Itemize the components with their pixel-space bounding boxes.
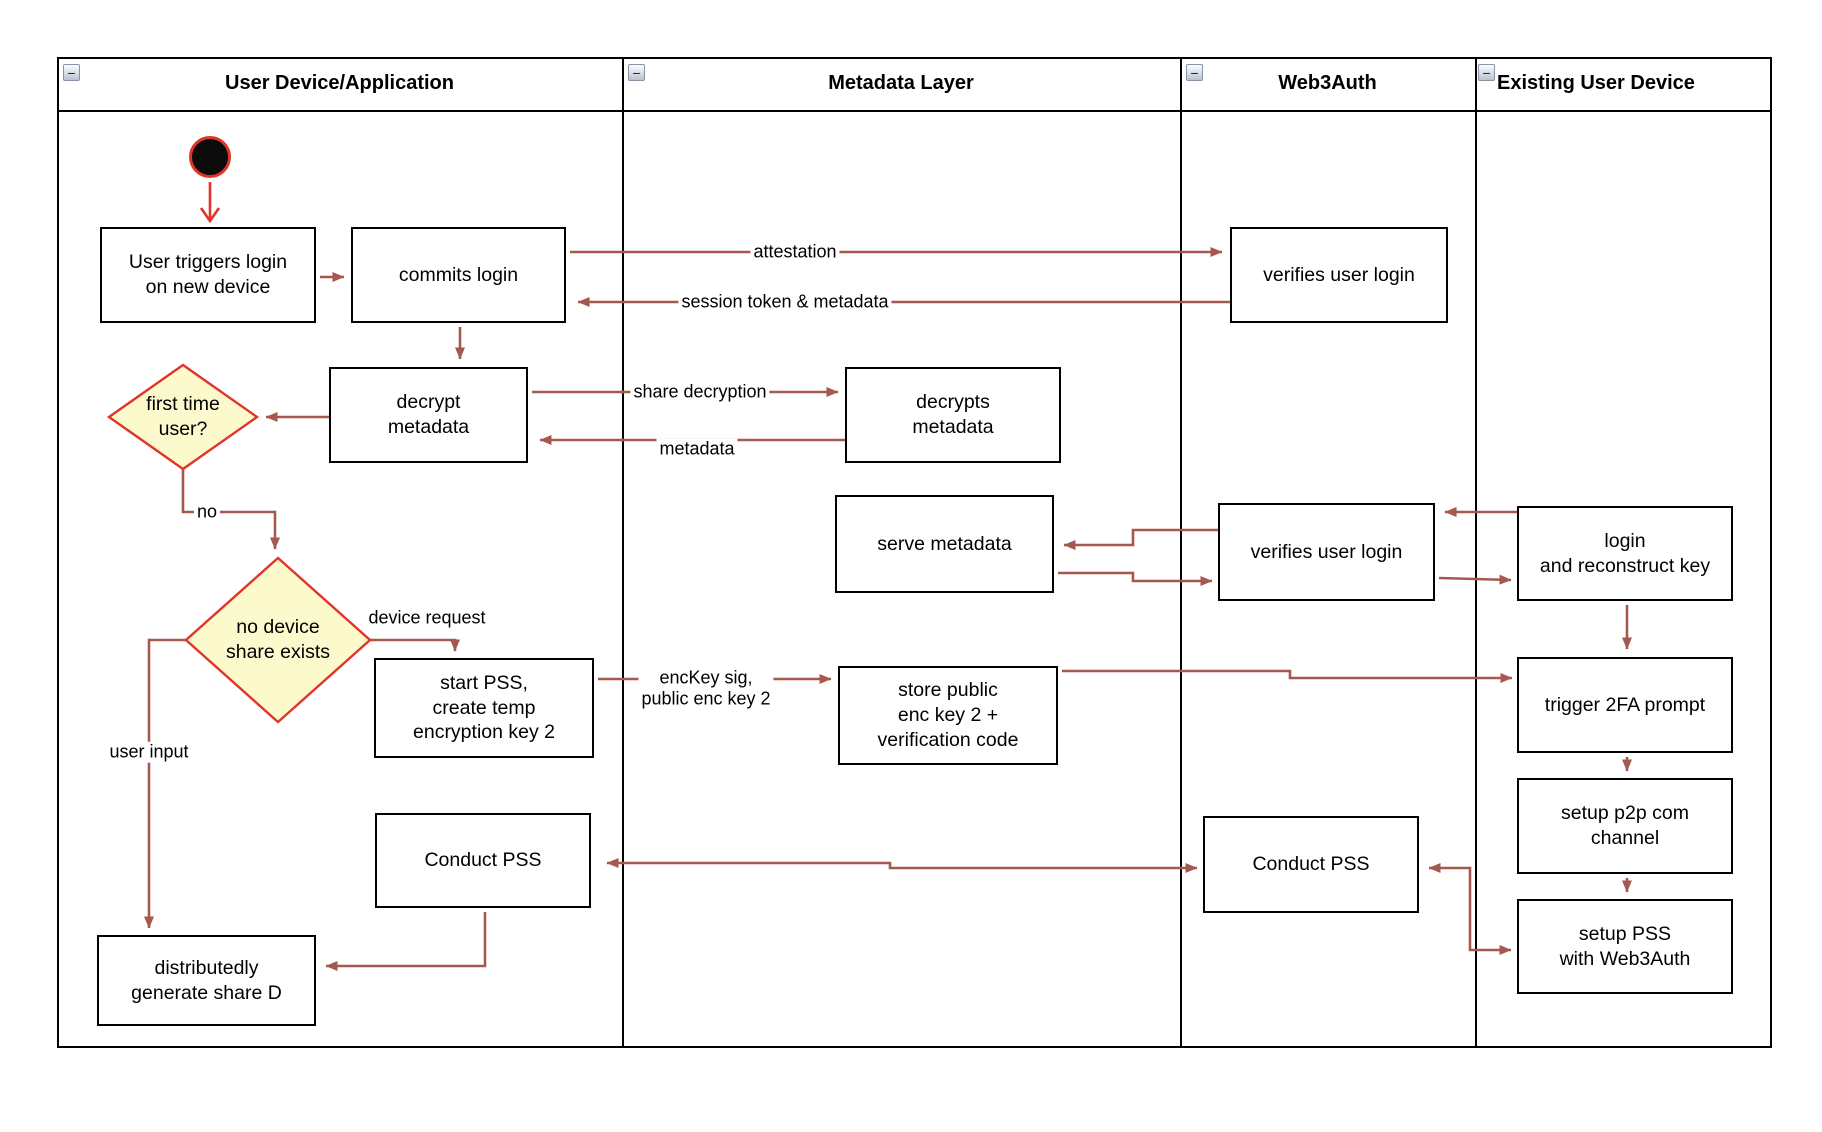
edge-label-line: attestation: [753, 241, 837, 262]
node-verifies-user-login-1[interactable]: [1230, 227, 1448, 323]
edge-label-share-decryption: [630, 382, 769, 403]
collapse-lane-icon[interactable]: −: [1478, 64, 1495, 81]
edge-label-line: public enc key 2: [641, 688, 771, 708]
start-node[interactable]: [189, 136, 231, 178]
text-line: start PSS,: [440, 671, 528, 694]
collapse-lane-icon[interactable]: −: [1186, 64, 1203, 81]
edge-user-input: [149, 640, 186, 928]
node-decrypts-metadata[interactable]: [845, 367, 1061, 463]
node-start-pss[interactable]: [374, 658, 594, 758]
text-line: verification code: [877, 728, 1019, 751]
node-commits-login[interactable]: [351, 227, 566, 323]
text-line: metadata: [387, 416, 470, 438]
text-line: no device: [236, 616, 320, 639]
node-setup-p2p[interactable]: [1517, 778, 1733, 874]
text-line: setup PSS: [1578, 922, 1672, 945]
text-line: enc key 2 +: [897, 704, 999, 727]
edge-conduct-pss-long: [607, 863, 1197, 868]
text-line: user?: [158, 418, 208, 440]
node-store-public[interactable]: [838, 666, 1058, 765]
edge-verifies2-to-serve: [1064, 530, 1218, 545]
text-line: decrypts: [916, 391, 990, 414]
text-line: User triggers login: [128, 251, 288, 274]
edge-label-device-request: [365, 608, 488, 629]
edge-label-line: device request: [368, 607, 486, 628]
node-serve-metadata[interactable]: [835, 495, 1054, 593]
text-line: login: [1604, 529, 1646, 552]
node-trigger-2fa[interactable]: [1517, 657, 1733, 753]
text-line: metadata: [912, 416, 994, 438]
edge-store-to-2fa: [1062, 671, 1512, 678]
edge-label-attestation: [750, 242, 839, 263]
text-line: generate share D: [131, 981, 282, 1004]
text-line: encryption key 2: [413, 721, 555, 744]
node-login-reconstruct[interactable]: [1517, 506, 1733, 601]
text-line: distributedly: [154, 956, 259, 979]
text-line: store public: [898, 679, 998, 702]
edge-label-line: no: [196, 501, 218, 522]
edge-verifies2-to-login: [1439, 578, 1511, 580]
text-line: with Web3Auth: [1559, 947, 1691, 970]
text-line: commits login: [398, 263, 519, 286]
text-line: and reconstruct key: [1539, 554, 1711, 577]
node-decrypt-metadata[interactable]: [329, 367, 528, 463]
node-verifies-user-login-2[interactable]: [1218, 503, 1435, 601]
edge-serve-to-verifies2: [1058, 573, 1212, 581]
text-line: Conduct PSS: [424, 849, 542, 872]
text-line: Conduct PSS: [1252, 853, 1370, 876]
node-distributedly-generate[interactable]: [97, 935, 316, 1026]
edge-pss-elbow: [1429, 868, 1511, 950]
text-line: create temp: [432, 696, 536, 719]
text-line: verifies user login: [1263, 263, 1415, 286]
edge-label-line: metadata: [659, 438, 735, 459]
edge-label-session-token: [678, 292, 891, 313]
edge-label-metadata-return: [656, 439, 737, 460]
edge-label-user-input: [106, 742, 191, 763]
edge-label-line: encKey sig,: [659, 667, 753, 688]
lane-header-web3auth: Web3Auth: [1278, 72, 1377, 94]
lane-header-existing-user-device: Existing User Device: [1497, 72, 1695, 94]
lane-header-user-device: User Device/Application: [225, 72, 454, 94]
text-line: first time: [146, 393, 220, 416]
collapse-lane-icon[interactable]: −: [63, 64, 80, 81]
text-line: trigger 2FA prompt: [1544, 693, 1706, 716]
node-user-triggers[interactable]: [100, 227, 316, 323]
text-line: setup p2p com: [1561, 802, 1689, 825]
decision-first-time-user[interactable]: [109, 365, 257, 469]
collapse-lane-icon[interactable]: −: [628, 64, 645, 81]
text-line: serve metadata: [877, 532, 1012, 555]
edge-conduct-to-distributedly: [326, 912, 485, 966]
node-conduct-pss-user[interactable]: [375, 813, 591, 908]
text-line: channel: [1590, 827, 1660, 849]
edge-label-line: user input: [109, 741, 189, 762]
text-line: decrypt: [396, 391, 461, 414]
text-line: on new device: [145, 276, 271, 298]
text-line: share exists: [225, 641, 331, 663]
edge-label-no: [194, 502, 220, 523]
lane-header-metadata-layer: Metadata Layer: [828, 72, 974, 94]
edge-device-request: [370, 640, 455, 651]
decision-no-device-share[interactable]: [186, 558, 370, 722]
node-setup-pss[interactable]: [1517, 899, 1733, 994]
edge-label-line: session token & metadata: [681, 291, 889, 312]
edge-label-line: share decryption: [633, 381, 767, 402]
node-conduct-pss-web3[interactable]: [1203, 816, 1419, 913]
text-line: verifies user login: [1250, 540, 1403, 563]
edge-label-enckey: [638, 667, 773, 708]
